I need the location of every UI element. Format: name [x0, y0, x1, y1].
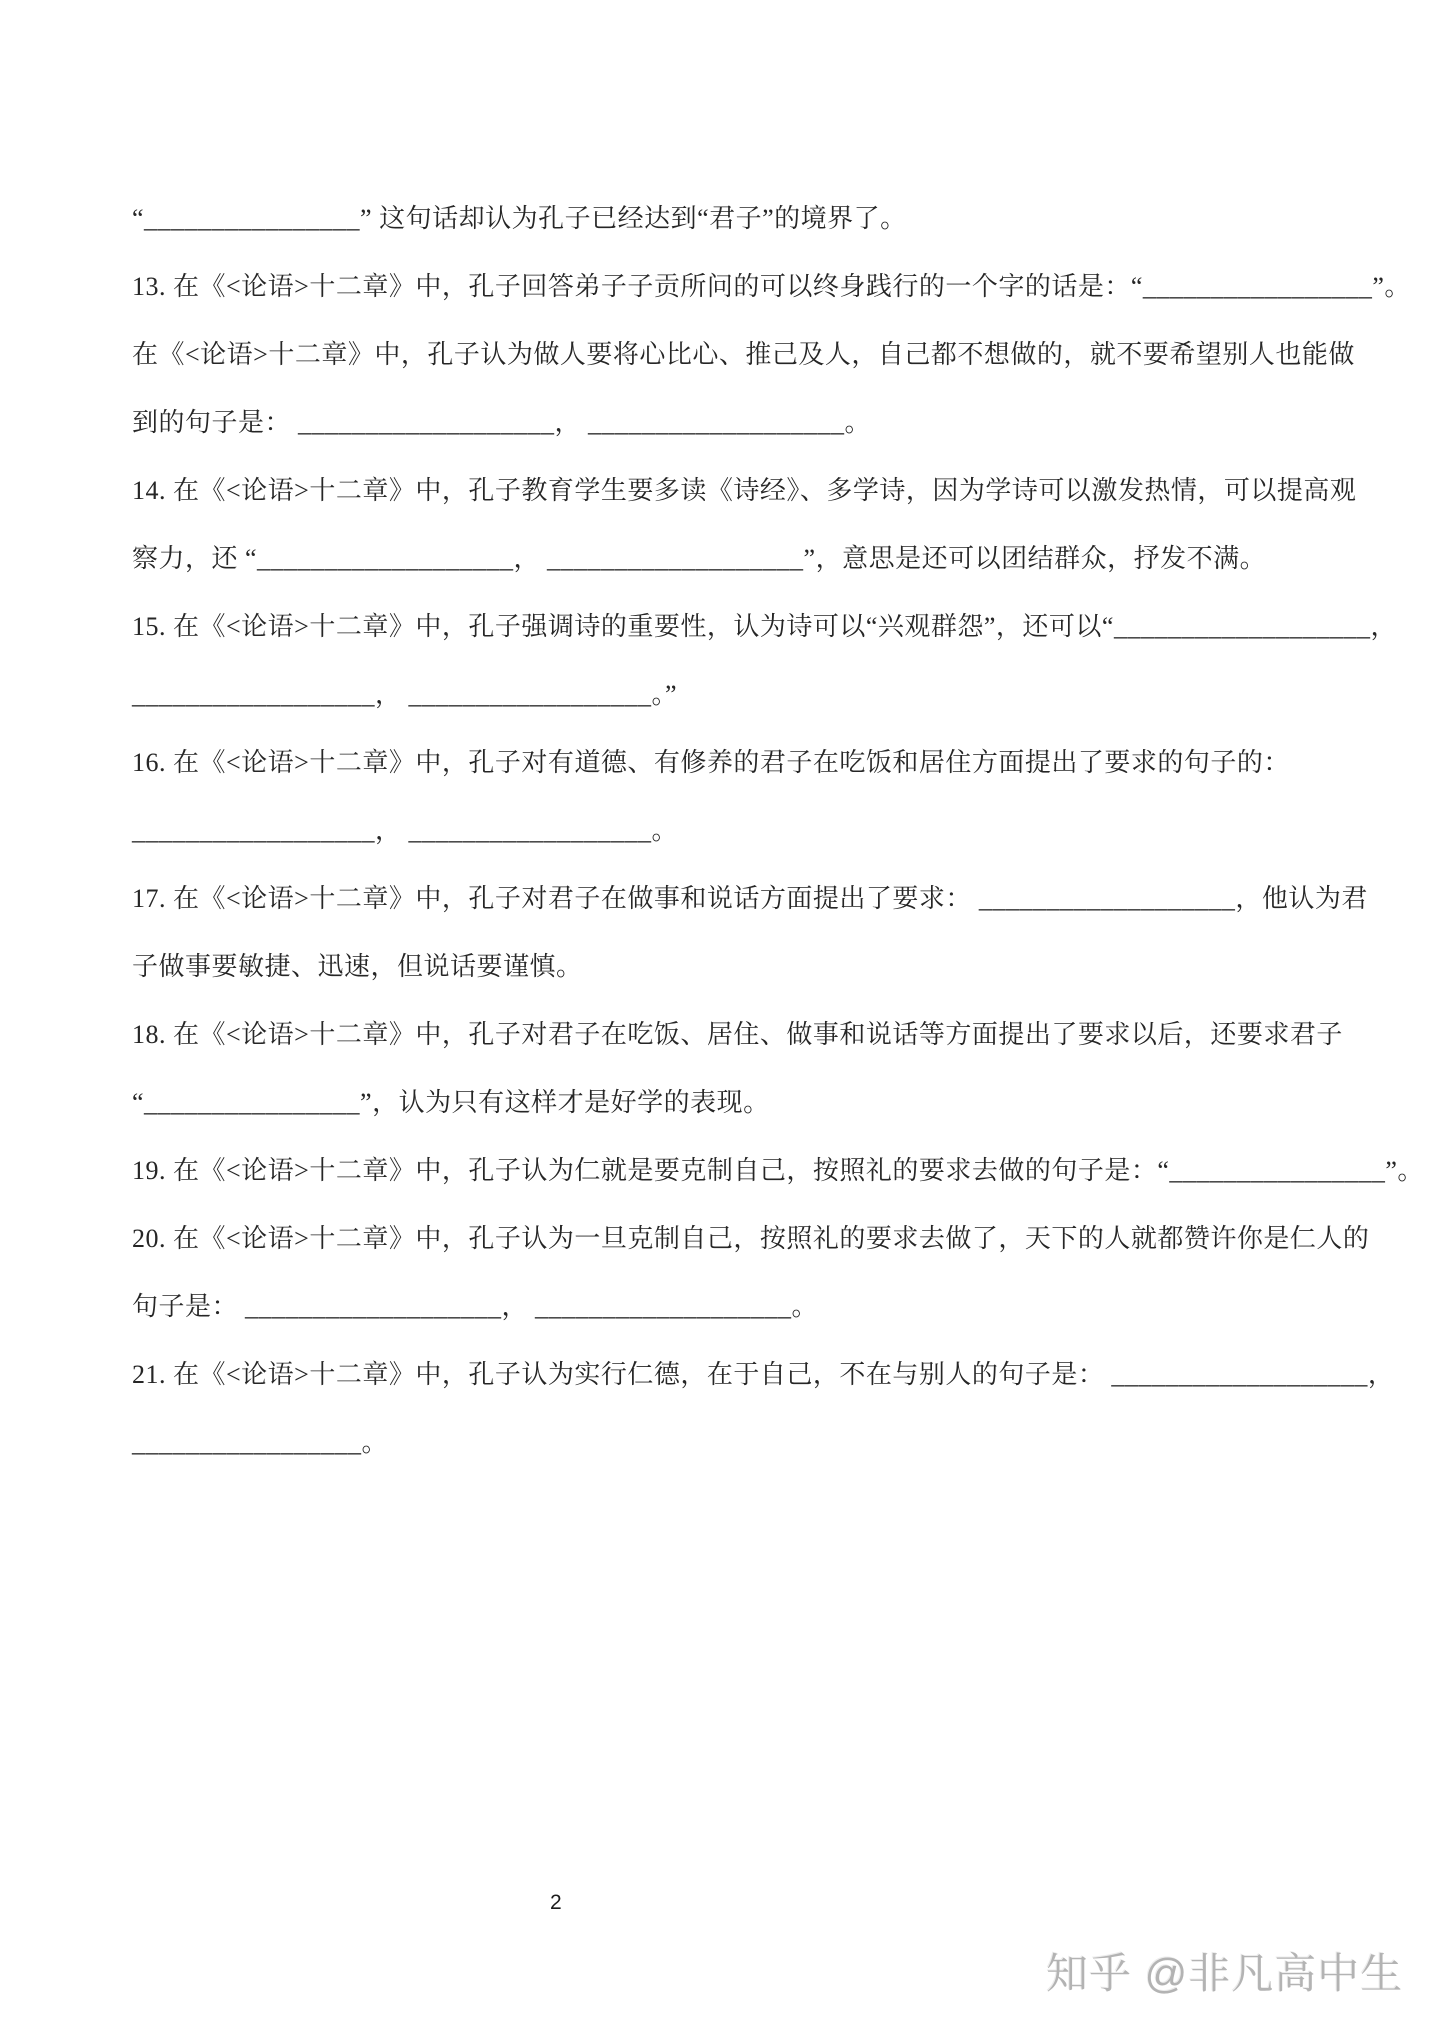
text-line: 句子是： ___________________， ___________________。 [132, 1292, 819, 1321]
text-line: 16. 在《<论语>十二章》中，孔子对有道德、有修养的君子在吃饭和居住方面提出了要求的句子的： [132, 748, 1290, 777]
text-line: __________________， __________________。” [132, 680, 678, 709]
text-line: 子做事要敏捷、迅速，但说话要谨慎。 [132, 952, 583, 981]
document-body [132, 185, 1424, 1477]
text-line: 13. 在《<论语>十二章》中，孔子回答弟子子贡所问的可以终身践行的一个字的话是：“_________________”。 [132, 272, 1411, 301]
text-line: 19. 在《<论语>十二章》中，孔子认为仁就是要克制自己，按照礼的要求去做的句子是：“________________”。 [132, 1156, 1424, 1185]
text-line: __________________， __________________。 [132, 816, 678, 845]
text-line: 20. 在《<论语>十二章》中，孔子认为一旦克制自己，按照礼的要求去做了，天下的人就都赞许你是仁人的 [132, 1224, 1370, 1253]
text-line: 14. 在《<论语>十二章》中，孔子教育学生要多读《诗经》、多学诗，因为学诗可以激发热情，可以提高观 [132, 476, 1357, 505]
text-line: 18. 在《<论语>十二章》中，孔子对君子在吃饭、居住、做事和说话等方面提出了要求以后，还要求君子 [132, 1020, 1343, 1049]
text-line: “________________” 这句话却认为孔子已经达到“君子”的境界了。 [132, 204, 907, 233]
page-number: 2 [550, 1891, 562, 1914]
text-line: 21. 在《<论语>十二章》中，孔子认为实行仁德，在于自己，不在与别人的句子是： ___________________， [132, 1360, 1395, 1389]
watermark: 知乎 @非凡高中生 [1046, 1950, 1404, 1997]
text-line: 察力，还 “___________________， ___________________”，意思是还可以团结群众，抒发不满。 [132, 544, 1267, 573]
text-line: 在《<论语>十二章》中，孔子认为做人要将心比心、推己及人，自己都不想做的，就不要希望别人也能做 [132, 340, 1355, 369]
text-line: 17. 在《<论语>十二章》中，孔子对君子在做事和说话方面提出了要求： ___________________，他认为君 [132, 884, 1368, 913]
text-line: “________________”，认为只有这样才是好学的表现。 [132, 1088, 770, 1117]
text-line: _________________。 [132, 1428, 389, 1457]
text-line: 到的句子是： ___________________， ___________________。 [132, 408, 872, 437]
text-line: 15. 在《<论语>十二章》中，孔子强调诗的重要性，认为诗可以“兴观群怨”，还可以“___________________， [132, 612, 1397, 641]
